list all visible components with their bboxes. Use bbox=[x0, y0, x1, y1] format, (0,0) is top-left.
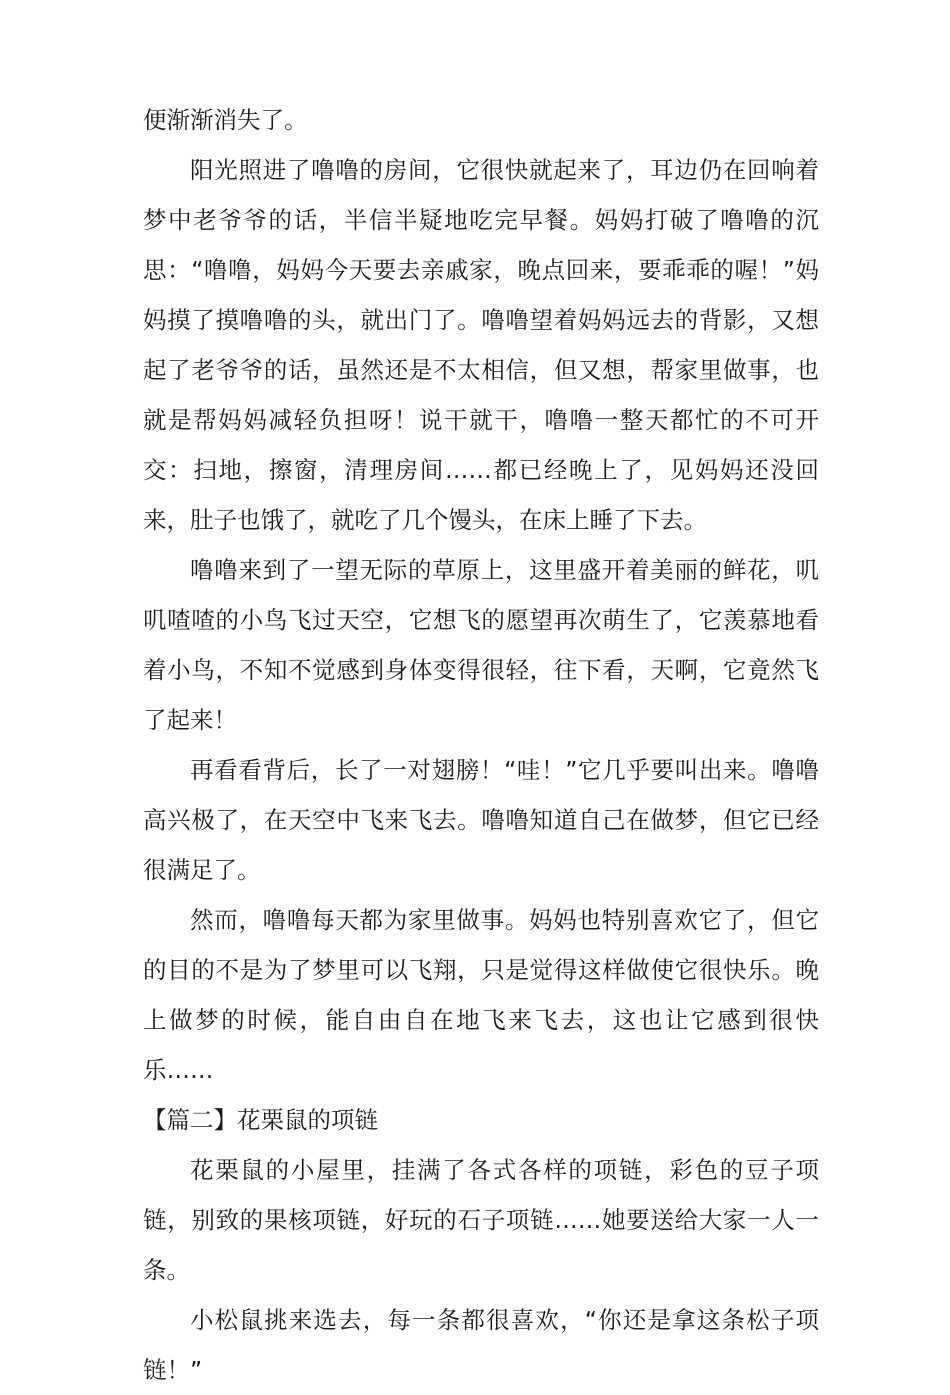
paragraph: 然而，噜噜每天都为家里做事。妈妈也特别喜欢它了，但它的目的不是为了梦里可以飞翔，只是觉得这样做使它很快乐。晚上做梦的时候，能自由自在地飞来飞去，这也让它感到很快乐…… bbox=[143, 906, 819, 1084]
section-heading: 【篇二】花栗鼠的项链 bbox=[143, 1106, 378, 1134]
paragraph: 噜噜来到了一望无际的草原上，这里盛开着美丽的鲜花，叽叽喳喳的小鸟飞过天空，它想飞的愿望再次萌生了，它羡慕地看着小鸟，不知不觉感到身体变得很轻，往下看，天啊，它竟然飞了起来！ bbox=[143, 556, 819, 734]
paragraph: 花栗鼠的小屋里，挂满了各式各样的项链，彩色的豆子项链，别致的果核项链，好玩的石子项链……她要送给大家一人一条。 bbox=[143, 1156, 819, 1284]
paragraph: 小松鼠挑来选去，每一条都很喜欢，“你还是拿这条松子项链！” bbox=[143, 1306, 819, 1384]
paragraph: 阳光照进了噜噜的房间，它很快就起来了，耳边仍在回响着梦中老爷爷的话，半信半疑地吃完早餐。妈妈打破了噜噜的沉思：“噜噜，妈妈今天要去亲戚家，晚点回来，要乖乖的喔！”妈妈摸了摸噜噜的头，就出门了。噜噜望着妈妈远去的背影，又想起了老爷爷的话，虽然还是不太相信，但又想，帮家里做事，也就是帮妈妈减轻负担呀！说干就干，噜噜一整天都忙的不可开交：扫地，擦窗，清理房间……都已经晚上了，见妈妈还没回来，肚子也饿了，就吃了几个馒头，在床上睡了下去。 bbox=[143, 156, 819, 534]
paragraph: 再看看背后，长了一对翅膀！“哇！”它几乎要叫出来。噜噜高兴极了，在天空中飞来飞去。噜噜知道自己在做梦，但它已经很满足了。 bbox=[143, 756, 819, 884]
document-body bbox=[143, 95, 819, 1395]
paragraph-continuation: 便渐渐消失了。 bbox=[143, 106, 308, 134]
